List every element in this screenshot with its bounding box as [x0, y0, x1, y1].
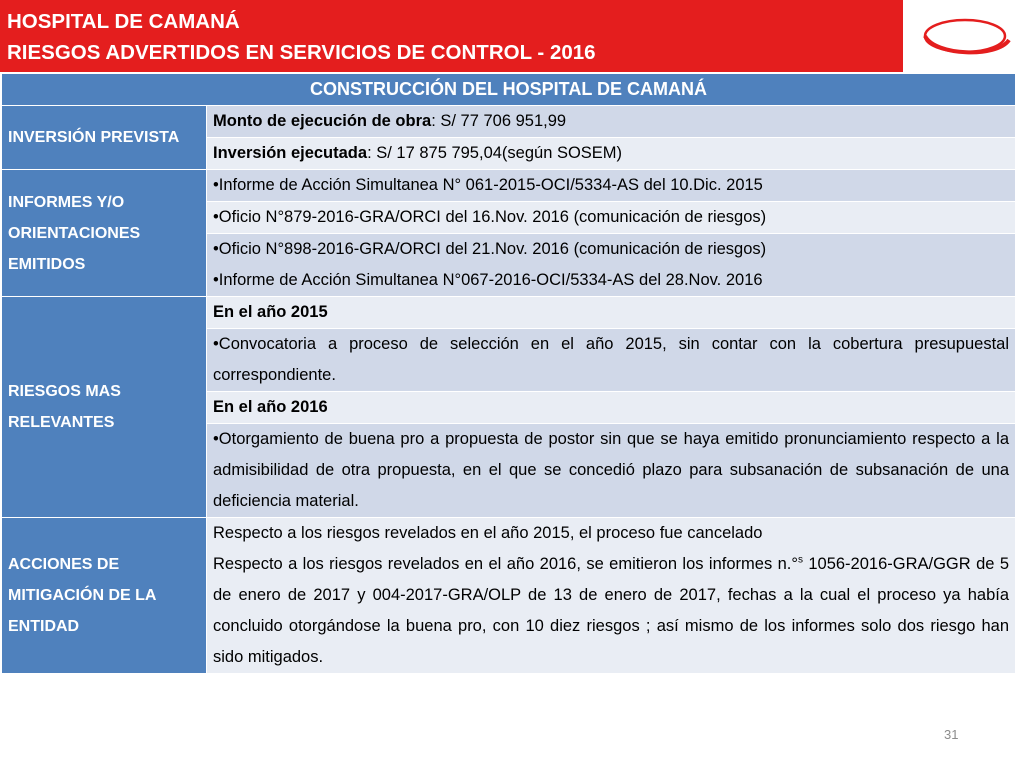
year-2016-heading [207, 392, 1016, 424]
informe-item-4: •Informe de Acción Simultanea N°067-2016-OCI/5334-AS del 28.Nov. 2016 [213, 271, 763, 289]
informes-label: INFORMES Y/O ORIENTACIONES EMITIDOS [2, 170, 207, 297]
year-2015-heading [207, 297, 1016, 329]
informe-item-3: •Oficio N°898-2016-GRA/ORCI del 21.Nov. 2016 (comunicación de riesgos) [213, 240, 767, 258]
inversion-ejecutada-cell [207, 138, 1016, 170]
acciones-line-1: Respecto a los riesgos revelados en el año 2015, el proceso fue cancelado [213, 524, 763, 542]
riesgos-label: RIESGOS MAS RELEVANTES [2, 297, 207, 518]
informe-item-1: •Informe de Acción Simultanea N° 061-2015-OCI/5334-AS del 10.Dic. 2015 [207, 170, 1016, 202]
inversion-ejecutada-value: : S/ 17 875 795,04(según SOSEM) [367, 144, 623, 162]
table-heading: CONSTRUCCIÓN DEL HOSPITAL DE CAMANÁ [2, 74, 1016, 106]
year-2015-text: En el año 2015 [213, 303, 328, 321]
table-row [2, 170, 1016, 202]
acciones-line-2 [213, 549, 1009, 673]
informe-items-3-4 [207, 234, 1016, 297]
monto-ejecucion-label: Monto de ejecución de obra [213, 112, 432, 130]
table-row [2, 518, 1016, 674]
acciones-line-2-start: Respecto a los riesgos revelados en el año 2016, se emitieron los informes n.° [213, 555, 798, 573]
title-line-1: HOSPITAL DE CAMANÁ [7, 10, 240, 33]
page-number: 31 [944, 727, 959, 742]
table-heading-row [2, 74, 1016, 106]
riesgo-2016-text: •Otorgamiento de buena pro a propuesta de postor sin que se haya emitido pronunciamiento respecto a la admisibilidad de otra propuesta, en el que se concedió plazo para subsanación de subsanación de una deficiencia material. [207, 424, 1016, 518]
acciones-superscript: s [797, 554, 803, 566]
risk-table [1, 73, 1016, 674]
acciones-label: ACCIONES DE MITIGACIÓN DE LA ENTIDAD [2, 518, 207, 674]
monto-ejecucion-cell [207, 106, 1016, 138]
title-line-2: RIESGOS ADVERTIDOS EN SERVICIOS DE CONTROL - 2016 [7, 41, 596, 64]
inversion-label: INVERSIÓN PREVISTA [2, 106, 207, 170]
title-banner [0, 0, 903, 72]
monto-ejecucion-value: : S/ 77 706 951,99 [431, 112, 567, 130]
year-2016-text: En el año 2016 [213, 398, 328, 416]
institution-logo-icon [905, 0, 1024, 72]
inversion-ejecutada-label: Inversión ejecutada [213, 144, 368, 162]
table-row [2, 297, 1016, 329]
riesgo-2015-text: •Convocatoria a proceso de selección en el año 2015, sin contar con la cobertura presupuestal correspondiente. [207, 329, 1016, 392]
table-row [2, 106, 1016, 138]
acciones-text [207, 518, 1016, 674]
informe-item-2: •Oficio N°879-2016-GRA/ORCI del 16.Nov. 2016 (comunicación de riesgos) [207, 202, 1016, 234]
acciones-line-2-rest: 1056-2016-GRA/GGR de 5 de enero de 2017 y 004-2017-GRA/OLP de 13 de enero de 2017, fechas a la cual el proceso ya había concluido otorgándose la buena pro, con 10 diez riesgos ; así mismo de los informes solo dos riesgo han sido mitigados. [213, 555, 1010, 666]
